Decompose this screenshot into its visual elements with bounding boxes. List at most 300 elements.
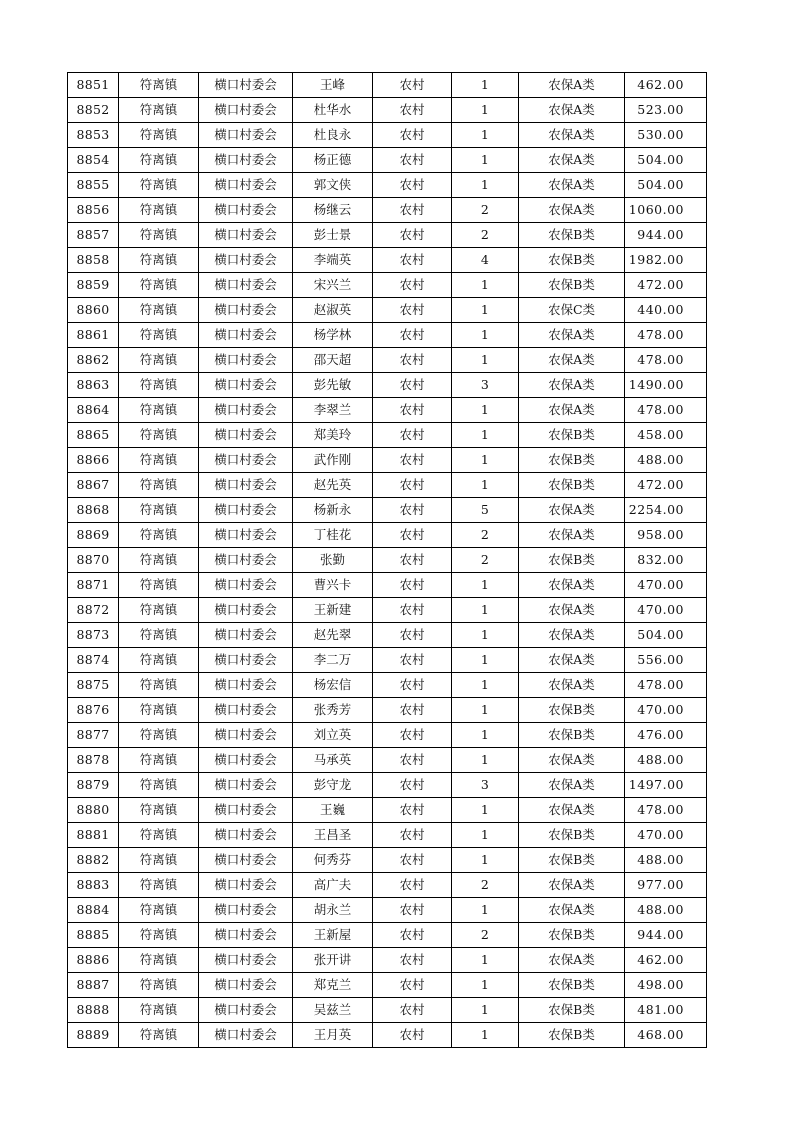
category-cell: 农保A类 [519, 73, 625, 98]
village-cell: 横口村委会 [199, 173, 293, 198]
category-cell: 农保A类 [519, 573, 625, 598]
name-cell: 杨正德 [293, 148, 373, 173]
name-cell: 杨新永 [293, 498, 373, 523]
name-cell: 赵先英 [293, 473, 373, 498]
name-cell: 杜华水 [293, 98, 373, 123]
table-row [68, 698, 707, 723]
household-type-cell: 农村 [373, 198, 452, 223]
person-count-cell: 1 [452, 98, 519, 123]
town-cell: 符离镇 [119, 748, 199, 773]
village-cell: 横口村委会 [199, 998, 293, 1023]
table-row [68, 948, 707, 973]
name-cell: 王昌圣 [293, 823, 373, 848]
roster-body [68, 73, 707, 1048]
amount-cell: 1982.00 [625, 248, 707, 273]
table-row [68, 323, 707, 348]
amount-cell: 478.00 [625, 323, 707, 348]
name-cell: 郭文侠 [293, 173, 373, 198]
table-row [68, 198, 707, 223]
amount-cell: 1497.00 [625, 773, 707, 798]
household-type-cell: 农村 [373, 473, 452, 498]
amount-cell: 462.00 [625, 948, 707, 973]
village-cell: 横口村委会 [199, 523, 293, 548]
amount-cell: 488.00 [625, 898, 707, 923]
table-row [68, 998, 707, 1023]
table-row [68, 298, 707, 323]
table-row [68, 598, 707, 623]
town-cell: 符离镇 [119, 823, 199, 848]
name-cell: 郑克兰 [293, 973, 373, 998]
amount-cell: 458.00 [625, 423, 707, 448]
person-count-cell: 1 [452, 298, 519, 323]
name-cell: 彭先敏 [293, 373, 373, 398]
town-cell: 符离镇 [119, 598, 199, 623]
household-type-cell: 农村 [373, 398, 452, 423]
person-count-cell: 2 [452, 873, 519, 898]
person-count-cell: 1 [452, 573, 519, 598]
town-cell: 符离镇 [119, 273, 199, 298]
household-type-cell: 农村 [373, 323, 452, 348]
village-cell: 横口村委会 [199, 948, 293, 973]
village-cell: 横口村委会 [199, 698, 293, 723]
person-count-cell: 1 [452, 973, 519, 998]
village-cell: 横口村委会 [199, 123, 293, 148]
table-row [68, 798, 707, 823]
person-count-cell: 1 [452, 623, 519, 648]
category-cell: 农保A类 [519, 673, 625, 698]
table-row [68, 973, 707, 998]
name-cell: 彭士景 [293, 223, 373, 248]
row-id-cell: 8853 [68, 123, 119, 148]
amount-cell: 944.00 [625, 923, 707, 948]
person-count-cell: 2 [452, 923, 519, 948]
row-id-cell: 8867 [68, 473, 119, 498]
table-row [68, 748, 707, 773]
amount-cell: 504.00 [625, 623, 707, 648]
category-cell: 农保A类 [519, 398, 625, 423]
town-cell: 符离镇 [119, 98, 199, 123]
person-count-cell: 1 [452, 148, 519, 173]
person-count-cell: 2 [452, 198, 519, 223]
category-cell: 农保B类 [519, 448, 625, 473]
town-cell: 符离镇 [119, 723, 199, 748]
table-row [68, 673, 707, 698]
category-cell: 农保A类 [519, 148, 625, 173]
town-cell: 符离镇 [119, 773, 199, 798]
table-row [68, 548, 707, 573]
name-cell: 李翠兰 [293, 398, 373, 423]
town-cell: 符离镇 [119, 873, 199, 898]
town-cell: 符离镇 [119, 423, 199, 448]
household-type-cell: 农村 [373, 598, 452, 623]
person-count-cell: 1 [452, 948, 519, 973]
household-type-cell: 农村 [373, 548, 452, 573]
village-cell: 横口村委会 [199, 873, 293, 898]
household-type-cell: 农村 [373, 623, 452, 648]
row-id-cell: 8879 [68, 773, 119, 798]
row-id-cell: 8886 [68, 948, 119, 973]
category-cell: 农保B类 [519, 473, 625, 498]
category-cell: 农保A类 [519, 798, 625, 823]
name-cell: 吴兹兰 [293, 998, 373, 1023]
category-cell: 农保A类 [519, 498, 625, 523]
category-cell: 农保A类 [519, 198, 625, 223]
name-cell: 王新建 [293, 598, 373, 623]
roster-table [67, 72, 707, 1048]
village-cell: 横口村委会 [199, 273, 293, 298]
amount-cell: 478.00 [625, 673, 707, 698]
person-count-cell: 1 [452, 173, 519, 198]
household-type-cell: 农村 [373, 973, 452, 998]
town-cell: 符离镇 [119, 923, 199, 948]
person-count-cell: 1 [452, 798, 519, 823]
category-cell: 农保A类 [519, 598, 625, 623]
household-type-cell: 农村 [373, 573, 452, 598]
village-cell: 横口村委会 [199, 373, 293, 398]
row-id-cell: 8889 [68, 1023, 119, 1048]
table-row [68, 498, 707, 523]
household-type-cell: 农村 [373, 448, 452, 473]
category-cell: 农保A类 [519, 523, 625, 548]
person-count-cell: 1 [452, 898, 519, 923]
category-cell: 农保B类 [519, 848, 625, 873]
town-cell: 符离镇 [119, 573, 199, 598]
household-type-cell: 农村 [373, 673, 452, 698]
amount-cell: 832.00 [625, 548, 707, 573]
village-cell: 横口村委会 [199, 323, 293, 348]
village-cell: 横口村委会 [199, 298, 293, 323]
name-cell: 曹兴卡 [293, 573, 373, 598]
category-cell: 农保A类 [519, 98, 625, 123]
person-count-cell: 1 [452, 723, 519, 748]
category-cell: 农保A类 [519, 748, 625, 773]
household-type-cell: 农村 [373, 923, 452, 948]
table-row [68, 923, 707, 948]
household-type-cell: 农村 [373, 723, 452, 748]
person-count-cell: 1 [452, 748, 519, 773]
row-id-cell: 8869 [68, 523, 119, 548]
person-count-cell: 1 [452, 698, 519, 723]
table-row [68, 523, 707, 548]
person-count-cell: 1 [452, 823, 519, 848]
row-id-cell: 8863 [68, 373, 119, 398]
table-row [68, 723, 707, 748]
row-id-cell: 8864 [68, 398, 119, 423]
town-cell: 符离镇 [119, 298, 199, 323]
person-count-cell: 1 [452, 673, 519, 698]
table-row [68, 148, 707, 173]
amount-cell: 470.00 [625, 823, 707, 848]
village-cell: 横口村委会 [199, 198, 293, 223]
name-cell: 郑美玲 [293, 423, 373, 448]
row-id-cell: 8882 [68, 848, 119, 873]
town-cell: 符离镇 [119, 548, 199, 573]
household-type-cell: 农村 [373, 873, 452, 898]
village-cell: 横口村委会 [199, 73, 293, 98]
row-id-cell: 8866 [68, 448, 119, 473]
row-id-cell: 8887 [68, 973, 119, 998]
row-id-cell: 8873 [68, 623, 119, 648]
amount-cell: 556.00 [625, 648, 707, 673]
person-count-cell: 1 [452, 348, 519, 373]
table-row [68, 73, 707, 98]
row-id-cell: 8858 [68, 248, 119, 273]
category-cell: 农保B类 [519, 973, 625, 998]
amount-cell: 478.00 [625, 798, 707, 823]
village-cell: 横口村委会 [199, 798, 293, 823]
name-cell: 张开讲 [293, 948, 373, 973]
household-type-cell: 农村 [373, 773, 452, 798]
household-type-cell: 农村 [373, 298, 452, 323]
village-cell: 横口村委会 [199, 98, 293, 123]
village-cell: 横口村委会 [199, 648, 293, 673]
town-cell: 符离镇 [119, 173, 199, 198]
town-cell: 符离镇 [119, 623, 199, 648]
table-row [68, 173, 707, 198]
name-cell: 胡永兰 [293, 898, 373, 923]
village-cell: 横口村委会 [199, 723, 293, 748]
category-cell: 农保B类 [519, 998, 625, 1023]
person-count-cell: 1 [452, 1023, 519, 1048]
household-type-cell: 农村 [373, 948, 452, 973]
household-type-cell: 农村 [373, 273, 452, 298]
row-id-cell: 8852 [68, 98, 119, 123]
household-type-cell: 农村 [373, 998, 452, 1023]
village-cell: 横口村委会 [199, 923, 293, 948]
household-type-cell: 农村 [373, 348, 452, 373]
row-id-cell: 8888 [68, 998, 119, 1023]
person-count-cell: 1 [452, 73, 519, 98]
category-cell: 农保B类 [519, 223, 625, 248]
person-count-cell: 2 [452, 223, 519, 248]
category-cell: 农保B类 [519, 423, 625, 448]
household-type-cell: 农村 [373, 73, 452, 98]
row-id-cell: 8883 [68, 873, 119, 898]
name-cell: 宋兴兰 [293, 273, 373, 298]
village-cell: 横口村委会 [199, 423, 293, 448]
town-cell: 符离镇 [119, 798, 199, 823]
category-cell: 农保A类 [519, 648, 625, 673]
table-row [68, 373, 707, 398]
amount-cell: 530.00 [625, 123, 707, 148]
town-cell: 符离镇 [119, 498, 199, 523]
name-cell: 赵淑英 [293, 298, 373, 323]
village-cell: 横口村委会 [199, 398, 293, 423]
amount-cell: 488.00 [625, 448, 707, 473]
category-cell: 农保B类 [519, 698, 625, 723]
row-id-cell: 8856 [68, 198, 119, 223]
category-cell: 农保B类 [519, 923, 625, 948]
amount-cell: 476.00 [625, 723, 707, 748]
household-type-cell: 农村 [373, 173, 452, 198]
person-count-cell: 1 [452, 473, 519, 498]
name-cell: 王月英 [293, 1023, 373, 1048]
row-id-cell: 8885 [68, 923, 119, 948]
name-cell: 彭守龙 [293, 773, 373, 798]
village-cell: 横口村委会 [199, 448, 293, 473]
table-row [68, 348, 707, 373]
village-cell: 横口村委会 [199, 898, 293, 923]
amount-cell: 1060.00 [625, 198, 707, 223]
amount-cell: 1490.00 [625, 373, 707, 398]
town-cell: 符离镇 [119, 998, 199, 1023]
row-id-cell: 8874 [68, 648, 119, 673]
household-type-cell: 农村 [373, 898, 452, 923]
household-type-cell: 农村 [373, 523, 452, 548]
village-cell: 横口村委会 [199, 748, 293, 773]
village-cell: 横口村委会 [199, 623, 293, 648]
person-count-cell: 1 [452, 423, 519, 448]
person-count-cell: 1 [452, 123, 519, 148]
town-cell: 符离镇 [119, 973, 199, 998]
village-cell: 横口村委会 [199, 498, 293, 523]
amount-cell: 504.00 [625, 148, 707, 173]
amount-cell: 481.00 [625, 998, 707, 1023]
amount-cell: 2254.00 [625, 498, 707, 523]
amount-cell: 470.00 [625, 598, 707, 623]
village-cell: 横口村委会 [199, 548, 293, 573]
person-count-cell: 1 [452, 398, 519, 423]
table-row [68, 823, 707, 848]
category-cell: 农保B类 [519, 273, 625, 298]
amount-cell: 440.00 [625, 298, 707, 323]
name-cell: 刘立英 [293, 723, 373, 748]
name-cell: 杜良永 [293, 123, 373, 148]
person-count-cell: 1 [452, 848, 519, 873]
name-cell: 高广夫 [293, 873, 373, 898]
amount-cell: 472.00 [625, 273, 707, 298]
person-count-cell: 1 [452, 273, 519, 298]
category-cell: 农保B类 [519, 548, 625, 573]
household-type-cell: 农村 [373, 123, 452, 148]
town-cell: 符离镇 [119, 223, 199, 248]
category-cell: 农保B类 [519, 248, 625, 273]
household-type-cell: 农村 [373, 98, 452, 123]
town-cell: 符离镇 [119, 348, 199, 373]
category-cell: 农保A类 [519, 623, 625, 648]
town-cell: 符离镇 [119, 448, 199, 473]
table-row [68, 448, 707, 473]
household-type-cell: 农村 [373, 698, 452, 723]
village-cell: 横口村委会 [199, 673, 293, 698]
category-cell: 农保A类 [519, 123, 625, 148]
amount-cell: 958.00 [625, 523, 707, 548]
household-type-cell: 农村 [373, 1023, 452, 1048]
household-type-cell: 农村 [373, 223, 452, 248]
person-count-cell: 2 [452, 523, 519, 548]
village-cell: 横口村委会 [199, 973, 293, 998]
category-cell: 农保A类 [519, 773, 625, 798]
table-row [68, 223, 707, 248]
town-cell: 符离镇 [119, 673, 199, 698]
row-id-cell: 8872 [68, 598, 119, 623]
town-cell: 符离镇 [119, 148, 199, 173]
row-id-cell: 8878 [68, 748, 119, 773]
row-id-cell: 8862 [68, 348, 119, 373]
category-cell: 农保B类 [519, 1023, 625, 1048]
town-cell: 符离镇 [119, 898, 199, 923]
table-row [68, 848, 707, 873]
row-id-cell: 8876 [68, 698, 119, 723]
table-row [68, 898, 707, 923]
category-cell: 农保A类 [519, 873, 625, 898]
row-id-cell: 8860 [68, 298, 119, 323]
town-cell: 符离镇 [119, 73, 199, 98]
town-cell: 符离镇 [119, 1023, 199, 1048]
amount-cell: 944.00 [625, 223, 707, 248]
village-cell: 横口村委会 [199, 573, 293, 598]
town-cell: 符离镇 [119, 248, 199, 273]
row-id-cell: 8875 [68, 673, 119, 698]
table-row [68, 623, 707, 648]
town-cell: 符离镇 [119, 848, 199, 873]
village-cell: 横口村委会 [199, 148, 293, 173]
town-cell: 符离镇 [119, 398, 199, 423]
amount-cell: 498.00 [625, 973, 707, 998]
household-type-cell: 农村 [373, 373, 452, 398]
name-cell: 邵天超 [293, 348, 373, 373]
person-count-cell: 1 [452, 323, 519, 348]
town-cell: 符离镇 [119, 698, 199, 723]
amount-cell: 468.00 [625, 1023, 707, 1048]
amount-cell: 504.00 [625, 173, 707, 198]
amount-cell: 470.00 [625, 698, 707, 723]
village-cell: 横口村委会 [199, 598, 293, 623]
category-cell: 农保A类 [519, 948, 625, 973]
person-count-cell: 1 [452, 998, 519, 1023]
category-cell: 农保A类 [519, 898, 625, 923]
table-row [68, 473, 707, 498]
household-type-cell: 农村 [373, 748, 452, 773]
name-cell: 张勤 [293, 548, 373, 573]
village-cell: 横口村委会 [199, 848, 293, 873]
table-row [68, 273, 707, 298]
table-row [68, 873, 707, 898]
name-cell: 何秀芬 [293, 848, 373, 873]
person-count-cell: 5 [452, 498, 519, 523]
name-cell: 赵先翠 [293, 623, 373, 648]
name-cell: 王新屋 [293, 923, 373, 948]
amount-cell: 462.00 [625, 73, 707, 98]
row-id-cell: 8877 [68, 723, 119, 748]
amount-cell: 488.00 [625, 848, 707, 873]
category-cell: 农保B类 [519, 823, 625, 848]
row-id-cell: 8855 [68, 173, 119, 198]
person-count-cell: 2 [452, 548, 519, 573]
table-row [68, 573, 707, 598]
table-row [68, 1023, 707, 1048]
name-cell: 王峰 [293, 73, 373, 98]
row-id-cell: 8880 [68, 798, 119, 823]
table-row [68, 123, 707, 148]
name-cell: 李端英 [293, 248, 373, 273]
person-count-cell: 1 [452, 598, 519, 623]
row-id-cell: 8861 [68, 323, 119, 348]
category-cell: 农保B类 [519, 723, 625, 748]
village-cell: 横口村委会 [199, 248, 293, 273]
row-id-cell: 8854 [68, 148, 119, 173]
town-cell: 符离镇 [119, 473, 199, 498]
household-type-cell: 农村 [373, 848, 452, 873]
person-count-cell: 3 [452, 773, 519, 798]
table-row [68, 98, 707, 123]
name-cell: 丁桂花 [293, 523, 373, 548]
row-id-cell: 8865 [68, 423, 119, 448]
name-cell: 马承英 [293, 748, 373, 773]
name-cell: 张秀芳 [293, 698, 373, 723]
row-id-cell: 8881 [68, 823, 119, 848]
row-id-cell: 8851 [68, 73, 119, 98]
